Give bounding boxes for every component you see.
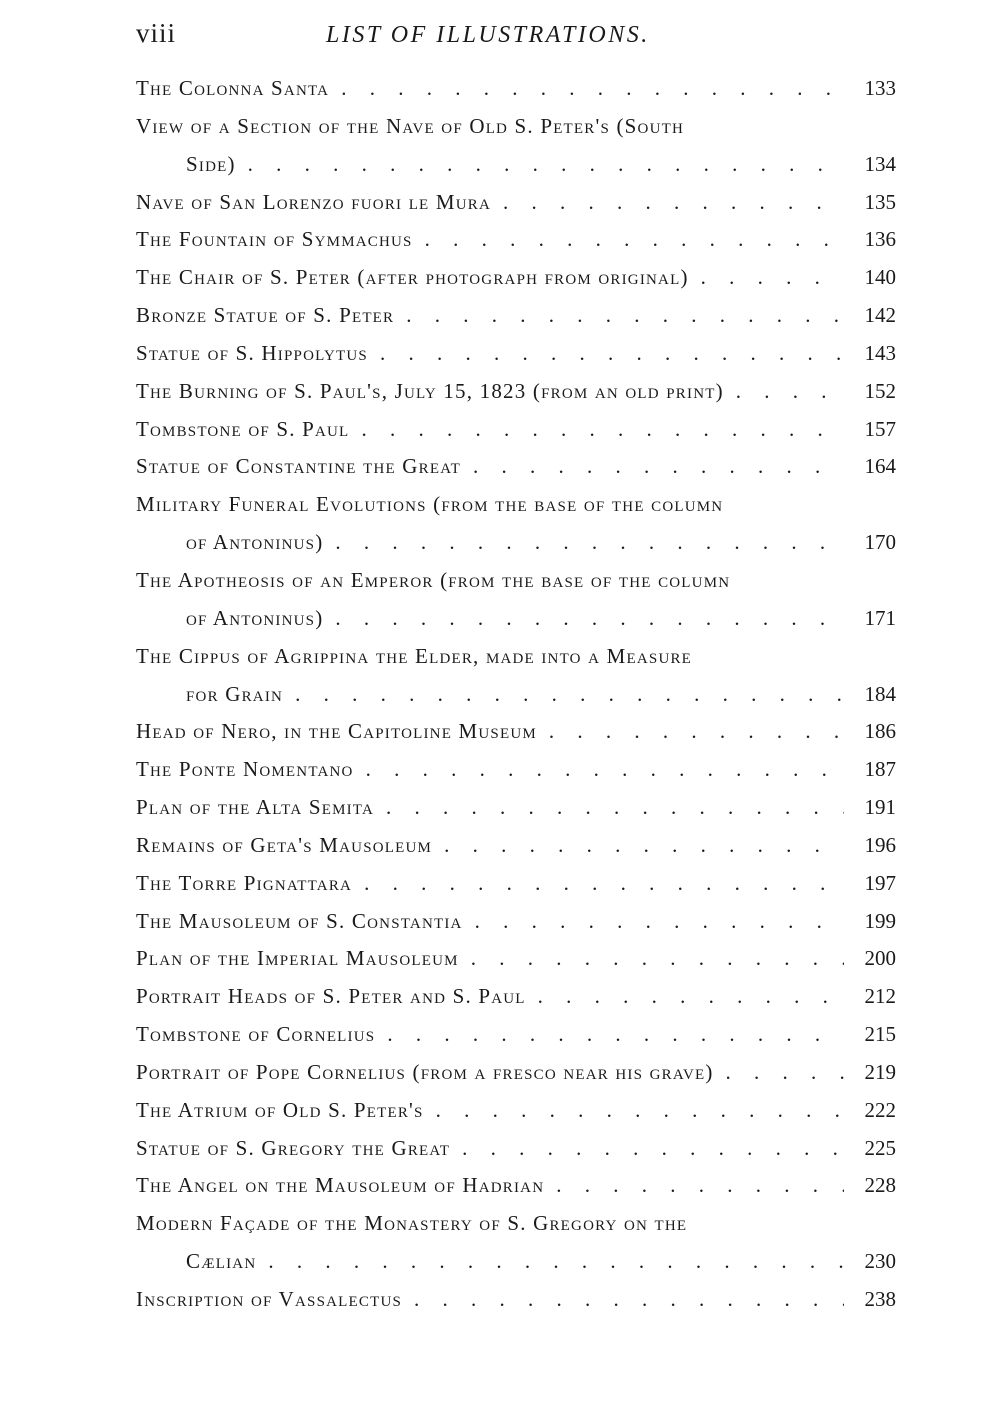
illustration-entry: [136, 1016, 896, 1054]
entry-page-number: 187: [864, 757, 896, 782]
entry-page-number: 196: [864, 832, 896, 857]
entry-line: [136, 751, 896, 789]
illustration-entry: [136, 638, 896, 714]
dot-leader: [544, 1167, 844, 1205]
dot-leader: [463, 903, 844, 941]
entry-line: [136, 789, 896, 827]
entry-title: for Grain: [186, 681, 284, 706]
entry-page-number: 197: [864, 870, 896, 895]
dot-leader: [394, 297, 844, 335]
entry-page-number: 238: [864, 1287, 896, 1311]
illustration-entry: [136, 1281, 896, 1319]
entry-page-number: 135: [864, 189, 896, 214]
illustration-entry: [136, 789, 896, 827]
dot-leader: [323, 600, 844, 638]
entry-title: View of a Section of the Nave of Old S. Peter's (South: [136, 113, 684, 138]
entry-line: [136, 1130, 896, 1168]
entry-page-number: 133: [864, 76, 896, 100]
entry-line: [136, 70, 896, 108]
entry-title: Cælian: [186, 1249, 257, 1274]
entry-title: Plan of the Imperial Mausoleum: [136, 946, 459, 971]
entry-page-number: 219: [864, 1059, 896, 1084]
illustration-entry: [136, 486, 896, 562]
illustration-entry: [136, 108, 896, 184]
dot-leader: [402, 1281, 844, 1319]
dot-leader: [323, 524, 844, 562]
entry-title: Remains of Geta's Mausoleum: [136, 832, 433, 857]
entry-line: [136, 903, 896, 941]
entry-page-number: 143: [864, 340, 896, 365]
entry-line: [136, 638, 896, 676]
entry-page-number: 171: [864, 605, 896, 630]
entry-line: [136, 713, 896, 751]
dot-leader: [349, 411, 844, 449]
entry-line: [136, 335, 896, 373]
dot-leader: [368, 335, 844, 373]
dot-leader: [413, 221, 844, 259]
entry-title: The Fountain of Symmachus: [136, 227, 413, 252]
entry-continuation-line: [136, 1243, 896, 1281]
entry-page-number: 200: [864, 946, 896, 971]
entry-title: The Ponte Nomentano: [136, 757, 354, 782]
entry-line: [136, 827, 896, 865]
entry-line: [136, 978, 896, 1016]
entry-line: [136, 221, 896, 259]
entry-page-number: 215: [864, 1022, 896, 1047]
entry-title: Modern Façade of the Monastery of S. Gregory on the: [136, 1211, 688, 1236]
illustration-list: [136, 70, 896, 1319]
entry-line: [136, 448, 896, 486]
illustration-entry: [136, 411, 896, 449]
entry-title: The Atrium of Old S. Peter's: [136, 1097, 424, 1122]
entry-page-number: 142: [864, 303, 896, 328]
illustration-entry: [136, 335, 896, 373]
entry-line: [136, 297, 896, 335]
illustration-entry: [136, 713, 896, 751]
entry-title: The Apotheosis of an Emperor (from the base of the column: [136, 567, 731, 592]
illustration-entry: [136, 1054, 896, 1092]
dot-leader: [461, 448, 844, 486]
entry-continuation-line: [136, 600, 896, 638]
entry-title: Military Funeral Evolutions (from the base of the column: [136, 492, 724, 517]
entry-page-number: 222: [864, 1097, 896, 1122]
entry-line: [136, 411, 896, 449]
entry-line: [136, 1016, 896, 1054]
dot-leader: [329, 70, 844, 108]
dot-leader: [491, 184, 844, 222]
illustration-entry: [136, 1205, 896, 1281]
dot-leader: [374, 789, 844, 827]
illustration-entry: [136, 221, 896, 259]
entry-title: of Antoninus): [186, 530, 324, 555]
entry-title: Portrait Heads of S. Peter and S. Paul: [136, 984, 526, 1009]
dot-leader: [537, 713, 844, 751]
illustration-entry: [136, 1167, 896, 1205]
entry-line: [136, 1205, 896, 1243]
entry-title: The Cippus of Agrippina the Elder, made into a Measure: [136, 643, 693, 668]
entry-page-number: 140: [864, 265, 896, 290]
dot-leader: [352, 865, 844, 903]
illustration-entry: [136, 978, 896, 1016]
entry-line: [136, 259, 896, 297]
dot-leader: [375, 1016, 844, 1054]
illustration-entry: [136, 1130, 896, 1168]
illustration-entry: [136, 70, 896, 108]
entry-page-number: 212: [864, 984, 896, 1009]
dot-leader: [354, 751, 844, 789]
entry-title: The Mausoleum of S. Constantia: [136, 908, 463, 933]
entry-line: [136, 865, 896, 903]
entry-title: Statue of S. Gregory the Great: [136, 1135, 451, 1160]
illustration-entry: [136, 940, 896, 978]
entry-title: Nave of San Lorenzo fuori le Mura: [136, 189, 492, 214]
entry-continuation-line: [136, 676, 896, 714]
entry-page-number: 164: [864, 454, 896, 479]
entry-page-number: 186: [864, 719, 896, 744]
illustration-entry: [136, 751, 896, 789]
entry-title: Plan of the Alta Semita: [136, 795, 374, 820]
entry-title: The Chair of S. Peter (after photograph from original): [136, 265, 689, 290]
illustration-entry: [136, 865, 896, 903]
entry-title: Tombstone of S. Paul: [136, 416, 350, 441]
entry-page-number: 230: [864, 1249, 896, 1274]
entry-page-number: 225: [864, 1135, 896, 1160]
dot-leader: [424, 1092, 844, 1130]
dot-leader: [450, 1130, 844, 1168]
entry-page-number: 228: [864, 1173, 896, 1198]
entry-page-number: 136: [864, 227, 896, 252]
entry-page-number: 199: [864, 908, 896, 933]
entry-page-number: 191: [864, 795, 896, 820]
entry-title: Bronze Statue of S. Peter: [136, 303, 395, 328]
illustration-entry: [136, 827, 896, 865]
dot-leader: [724, 373, 844, 411]
illustration-entry: [136, 562, 896, 638]
entry-title: The Torre Pignattara: [136, 870, 353, 895]
dot-leader: [689, 259, 844, 297]
entry-title: Head of Nero, in the Capitoline Museum: [136, 719, 537, 744]
entry-line: [136, 1092, 896, 1130]
entry-title: Statue of S. Hippolytus: [136, 340, 368, 365]
illustration-entry: [136, 297, 896, 335]
illustration-entry: [136, 184, 896, 222]
dot-leader: [526, 978, 844, 1016]
dot-leader: [283, 676, 844, 714]
entry-title: of Antoninus): [186, 605, 324, 630]
entry-line: [136, 1281, 896, 1319]
entry-title: Inscription of Vassalectus: [136, 1287, 403, 1311]
entry-line: [136, 940, 896, 978]
entry-title: Portrait of Pope Cornelius (from a fresco near his grave): [136, 1059, 714, 1084]
page-folio: viii: [136, 18, 177, 48]
entry-continuation-line: [136, 146, 896, 184]
dot-leader: [459, 940, 844, 978]
entry-page-number: 134: [864, 151, 896, 176]
entry-title: The Burning of S. Paul's, July 15, 1823 (from an old print): [136, 378, 724, 403]
entry-continuation-line: [136, 524, 896, 562]
entry-title: The Colonna Santa: [136, 76, 330, 100]
dot-leader: [236, 146, 844, 184]
entry-page-number: 157: [864, 416, 896, 441]
entry-page-number: 152: [864, 378, 896, 403]
illustration-entry: [136, 903, 896, 941]
running-title: LIST OF ILLUSTRATIONS.: [326, 22, 650, 48]
entry-page-number: 184: [864, 681, 896, 706]
entry-line: [136, 1167, 896, 1205]
dot-leader: [256, 1243, 844, 1281]
entry-title: Tombstone of Cornelius: [136, 1022, 376, 1047]
dot-leader: [432, 827, 844, 865]
entry-line: [136, 108, 896, 146]
entry-title: Statue of Constantine the Great: [136, 454, 461, 479]
dot-leader: [714, 1054, 844, 1092]
entry-line: [136, 562, 896, 600]
page-header: [136, 18, 896, 58]
entry-line: [136, 373, 896, 411]
entry-title: The Angel on the Mausoleum of Hadrian: [136, 1173, 545, 1198]
illustration-entry: [136, 259, 896, 297]
illustration-entry: [136, 448, 896, 486]
entry-title: Side): [186, 151, 236, 176]
entry-line: [136, 486, 896, 524]
entry-line: [136, 1054, 896, 1092]
illustration-entry: [136, 1092, 896, 1130]
entry-line: [136, 184, 896, 222]
illustration-entry: [136, 373, 896, 411]
entry-page-number: 170: [864, 530, 896, 555]
